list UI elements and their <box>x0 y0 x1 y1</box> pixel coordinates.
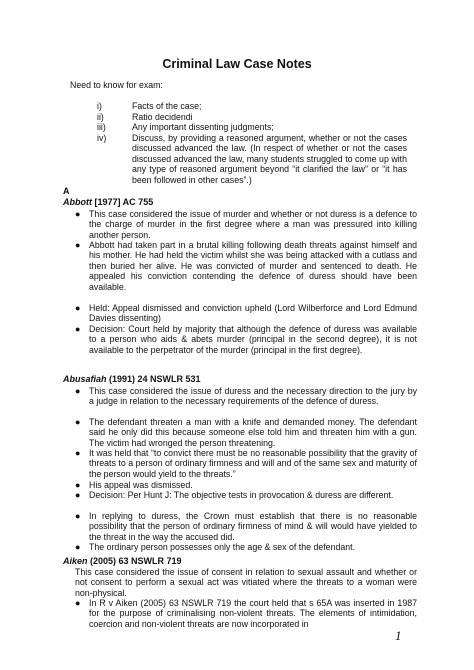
bullet-dot: ● <box>75 386 81 396</box>
bullet-dot: ● <box>75 542 81 552</box>
case-intro-paragraph: This case considered the issue of consent in relation to sexual assault and whether or not consent to perform a sexual act was vitiated where the threats to a woman were non-physical. <box>75 567 417 598</box>
bullet-dot: ● <box>75 209 81 219</box>
bullet-dot: ● <box>75 511 81 521</box>
bullet-dot: ● <box>75 303 81 313</box>
bullet-dot: ● <box>75 417 81 427</box>
bullet-text: Abbott had taken part in a brutal killing following death threats against himself and his mother. He had held the victim whilst she was being attacked with a cutlass and then buried her alive. He was convicted of murder and sentenced to death. He appealed his conviction contending the defence of duress should have been available. <box>89 240 417 292</box>
bullet-text: The ordinary person possesses only the age & sex of the defendant. <box>89 542 356 552</box>
bullet-dot: ● <box>75 480 81 490</box>
item-number: iv) <box>97 133 107 143</box>
bullet-text: In R v Aiken (2005) 63 NSWLR 719 the court held that s 65A was inserted in 1987 for the purpose of criminalising non-violent threats. The elements of intimidation, coercion and non-violent threats are now incorporated in <box>89 598 417 629</box>
page-number: 1 <box>395 628 402 643</box>
exam-intro: Need to know for exam: <box>70 80 163 90</box>
case-citation: (2005) 63 NSWLR 719 <box>87 556 182 566</box>
item-text: Ratio decidendi <box>132 112 193 122</box>
case-heading <box>63 556 182 567</box>
document-title: Criminal Law Case Notes <box>162 57 312 71</box>
bullet-text: Decision: Court held by majority that although the defence of duress was available to a person who aids & abets murder (principal in the second degree), it is not available to the perpetrator of the murder (principal in the first degree). <box>89 324 417 355</box>
item-number: i) <box>97 101 102 111</box>
item-text: Discuss, by providing a reasoned argument, whether or not the cases discussed advanced the law. (In respect of whether or not the cases discussed advanced the law, many students struggled to come up with any type of reasoned argument beyond “it clarified the law” or “it has been followed in other cases”.) <box>132 133 407 185</box>
bullet-text: This case considered the issue of murder and whether or not duress is a defence to the charge of murder in the first degree where a man was pressured into killing another person. <box>89 209 417 240</box>
bullet-text: In replying to duress, the Crown must establish that there is no reasonable possibility that the person of ordinary firmness of mind & will would have yielded to the threat in the way the accused did. <box>89 511 417 542</box>
section-letter: A <box>63 186 70 196</box>
bullet-text: Decision: Per Hunt J: The objective tests in provocation & duress are different. <box>89 490 394 500</box>
case-citation: [1977] AC 755 <box>92 197 154 207</box>
bullet-text: It was held that “to convict there must be no reasonable possibility that the gravity of threats to a person of ordinary firmness and will and of the same sex and maturity of the person would yield to the threats.” <box>89 448 417 479</box>
case-heading <box>63 197 153 208</box>
case-name: Abbott <box>63 197 92 207</box>
bullet-dot: ● <box>75 490 81 500</box>
bullet-dot: ● <box>75 240 81 250</box>
case-heading <box>63 374 201 385</box>
bullet-dot: ● <box>75 598 81 608</box>
item-number: iii) <box>97 122 106 132</box>
case-name: Abusafiah <box>63 374 107 384</box>
bullet-dot: ● <box>75 324 81 334</box>
case-name: Aiken <box>63 556 88 566</box>
item-text: Any important dissenting judgments; <box>132 122 274 132</box>
case-citation: (1991) 24 NSWLR 531 <box>106 374 201 384</box>
bullet-text: Held: Appeal dismissed and conviction upheld (Lord Wilberforce and Lord Edmund Davies dissenting) <box>89 303 417 324</box>
bullet-text: This case considered the issue of duress and the necessary direction to the jury by a judge in relation to the necessary requirements of the defence of duress. <box>89 386 417 407</box>
bullet-text: The defendant threaten a man with a knife and demanded money. The defendant said he only did this because someone else told him and threaten him with a gun. The victim had wronged the person threatening. <box>89 417 417 448</box>
bullet-text: His appeal was dismissed. <box>89 480 193 490</box>
bullet-dot: ● <box>75 448 81 458</box>
item-number: ii) <box>97 112 104 122</box>
item-text: Facts of the case; <box>132 101 202 111</box>
